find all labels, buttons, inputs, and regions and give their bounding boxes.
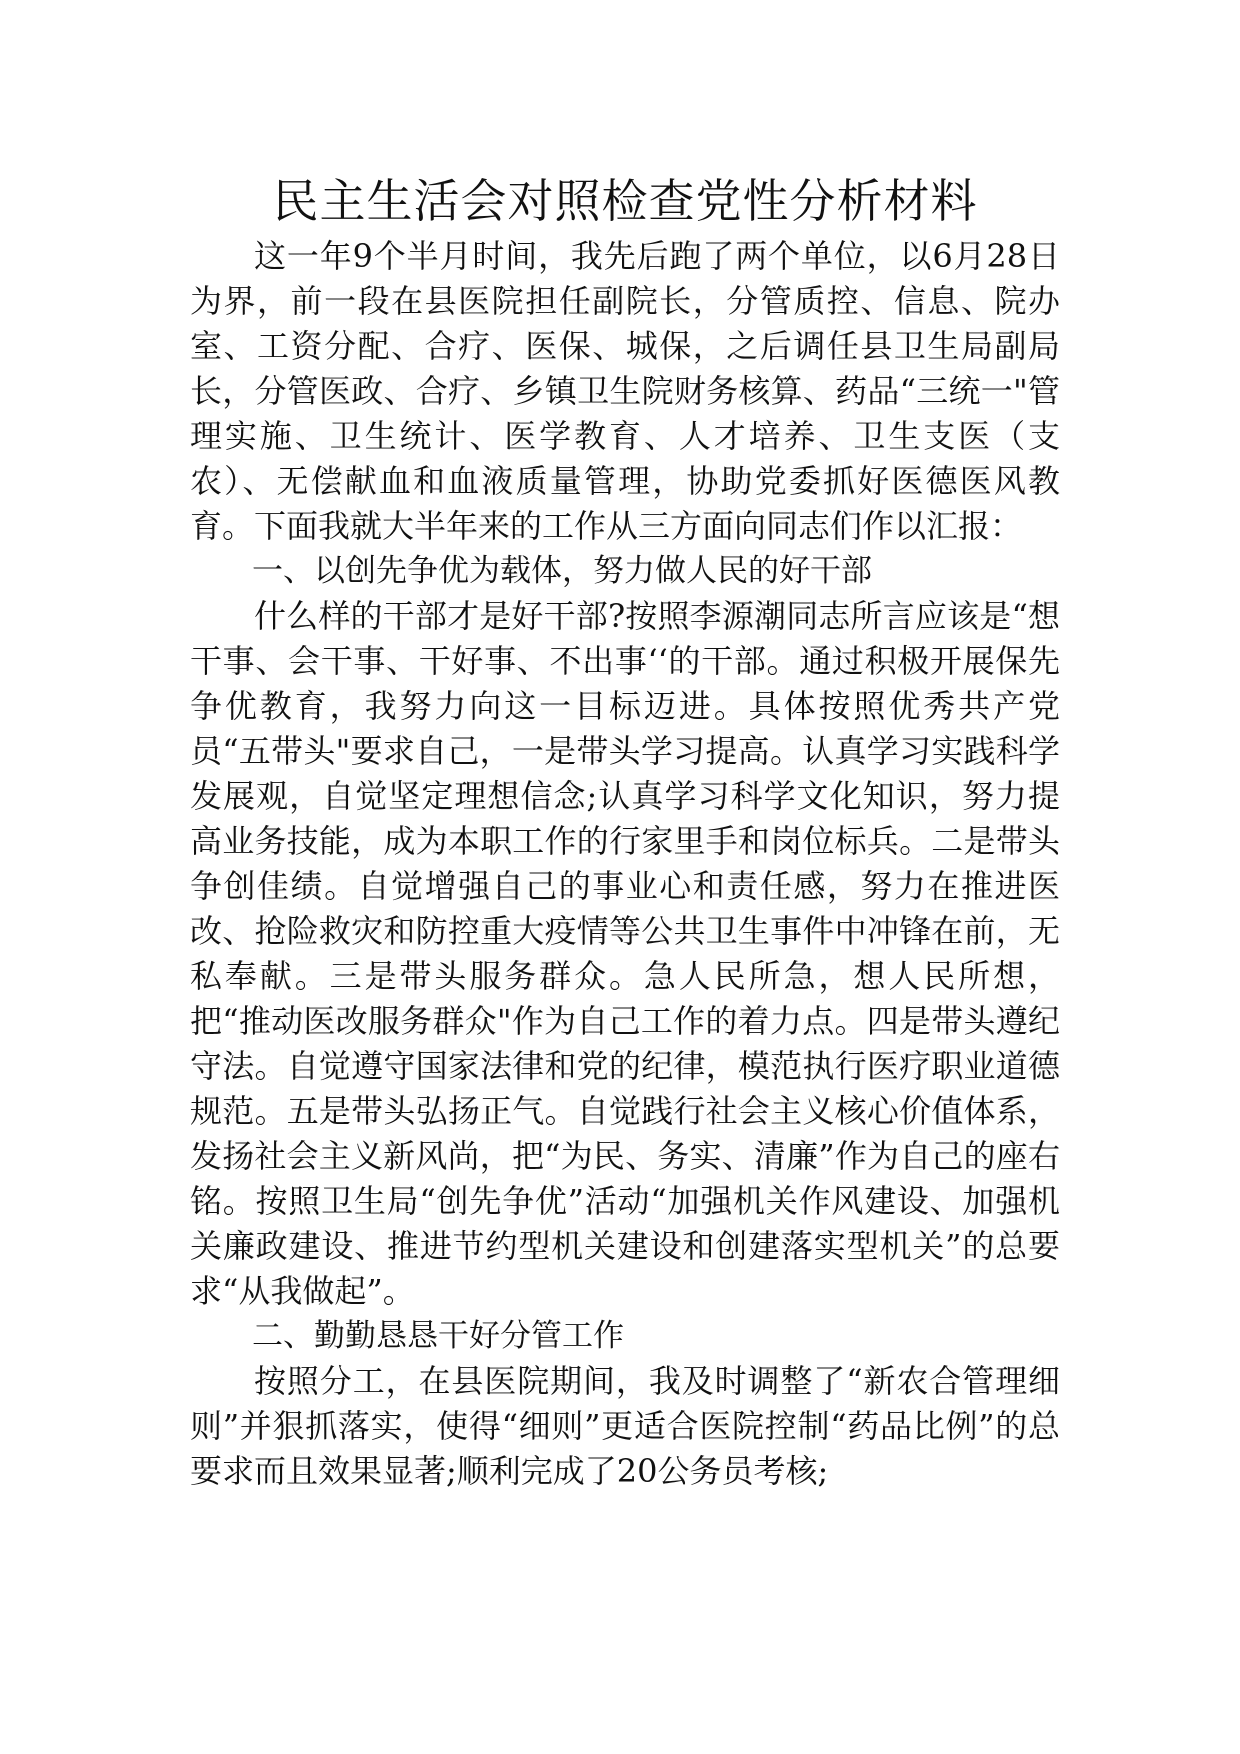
section-heading-2: 二、勤勤恳恳干好分管工作 bbox=[252, 1318, 624, 1354]
section-1-paragraph: 什么样的干部才是好干部?按照李源潮同志所言应该是“想干事、会干事、干好事、不出事‘‘的干部。通过积极开展保先争优教育，我努力向这一目标迈进。具体按照优秀共产党员“五带头"要求自己，一是带头学习提高。认真学习实践科学发展观，自觉坚定理想信念;认真学习科学文化知识，努力提高业务技能，成为本职工作的行家里手和岗位标兵。二是带头争创佳绩。自觉增强自己的事业心和责任感，努力在推进医改、抢险救灾和防控重大疫情等公共卫生事件中冲锋在前，无私奉献。三是带头服务群众。急人民所急，想人民所想，把“推动医改服务群众"作为自己工作的着力点。四是带头遵纪守法。自觉遵守国家法律和党的纪律，模范执行医疗职业道德规范。五是带头弘扬正气。自觉践行社会主义核心价值体系，发扬社会主义新风尚，把“为民、务实、清廉”作为自己的座右铭。按照卫生局“创先争优”活动“加强机关作风建设、加强机关廉政建设、推进节约型机关建设和创建落实型机关”的总要求“从我做起”。 bbox=[190, 597, 1060, 1310]
document-page bbox=[190, 170, 1060, 1494]
intro-paragraph: 这一年9个半月时间，我先后跑了两个单位，以6月28日为界，前一段在县医院担任副院长，分管质控、信息、院办室、工资分配、合疗、医保、城保，之后调任县卫生局副局长，分管医政、合疗、乡镇卫生院财务核算、药品“三统一"管理实施、卫生统计、医学教育、人才培养、卫生支医（支农）、无偿献血和血液质量管理，协助党委抓好医德医风教育。下面我就大半年来的工作从三方面向同志们作以汇报： bbox=[190, 237, 1060, 545]
document-title: 民主生活会对照检查党性分析材料 bbox=[272, 174, 978, 228]
section-2-paragraph: 按照分工，在县医院期间，我及时调整了“新农合管理细则”并狠抓落实，使得“细则”更适合医院控制“药品比例”的总要求而且效果显著;顺利完成了20公务员考核; bbox=[190, 1362, 1060, 1490]
section-heading-1: 一、以创先争优为载体，努力做人民的好干部 bbox=[252, 553, 872, 589]
